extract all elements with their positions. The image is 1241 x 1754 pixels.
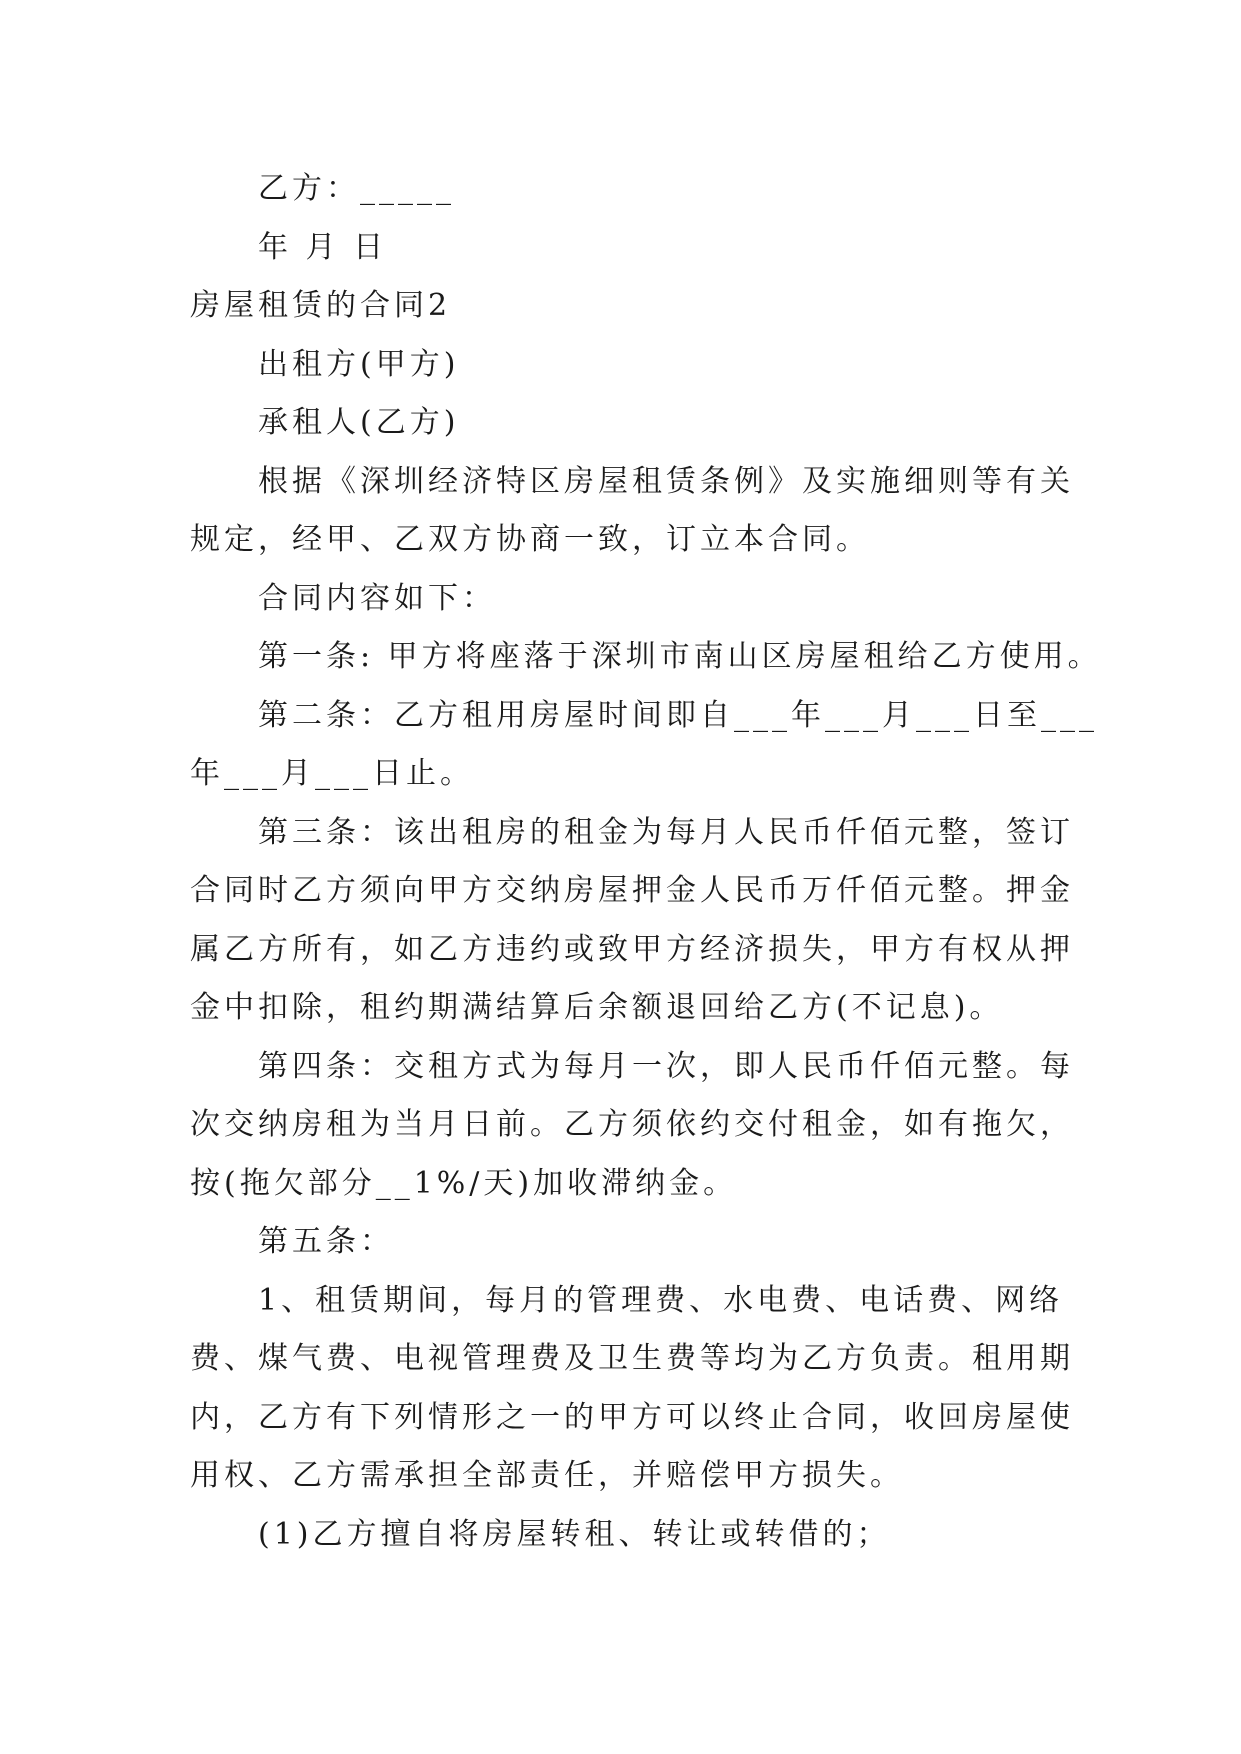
article-4-line-3: 按(拖欠部分__1%/天)加收滞纳金。 — [190, 1165, 738, 1201]
article-5-item-1: (1)乙方擅自将房屋转租、转让或转借的； — [258, 1516, 891, 1552]
article-5-clause-1-line-1: 1、租赁期间，每月的管理费、水电费、电话费、网络 — [258, 1282, 1064, 1318]
lessee-line: 承租人(乙方) — [258, 405, 460, 440]
party-b-signature-line: 乙方：_____ — [258, 171, 455, 206]
article-3-line-4: 金中扣除，租约期满结算后余额退回给乙方(不记息)。 — [190, 990, 1004, 1025]
preamble-line-1: 根据《深圳经济特区房屋租赁条例》及实施细则等有关 — [258, 463, 1074, 499]
date-line: 年 月 日 — [258, 229, 388, 265]
article-1: 第一条: 甲方将座落于深圳市南山区房屋租给乙方使用。 — [258, 639, 1102, 674]
article-5-heading: 第五条： — [258, 1224, 394, 1259]
article-3-line-2: 合同时乙方须向甲方交纳房屋押金人民币万仟佰元整。押金 — [190, 873, 1074, 908]
article-4-line-1: 第四条：交租方式为每月一次，即人民币仟佰元整。每 — [258, 1048, 1074, 1084]
article-2-line-2: 年___月___日止。 — [190, 756, 474, 791]
article-5-clause-1-line-2: 费、煤气费、电视管理费及卫生费等均为乙方负责。租用期 — [190, 1341, 1074, 1376]
preamble-line-2: 规定，经甲、乙双方协商一致，订立本合同。 — [190, 522, 870, 557]
article-4-line-2: 次交纳房租为当月日前。乙方须依约交付租金，如有拖欠， — [190, 1107, 1074, 1142]
document-title: 房屋租赁的合同2 — [190, 288, 452, 323]
article-3-line-1: 第三条：该出租房的租金为每月人民币仟佰元整，签订 — [258, 814, 1074, 850]
document-body — [190, 160, 1102, 1564]
article-5-clause-1-line-4: 用权、乙方需承担全部责任，并赔偿甲方损失。 — [190, 1458, 904, 1493]
article-5-clause-1-line-3: 内，乙方有下列情形之一的甲方可以终止合同，收回房屋使 — [190, 1399, 1074, 1435]
lessor-line: 出租方(甲方) — [258, 346, 460, 382]
article-2-line-1: 第二条：乙方租用房屋时间即自___年___月___日至___ — [258, 697, 1098, 733]
article-3-line-3: 属乙方所有，如乙方违约或致甲方经济损失，甲方有权从押 — [190, 931, 1074, 967]
contents-heading: 合同内容如下： — [258, 580, 496, 616]
